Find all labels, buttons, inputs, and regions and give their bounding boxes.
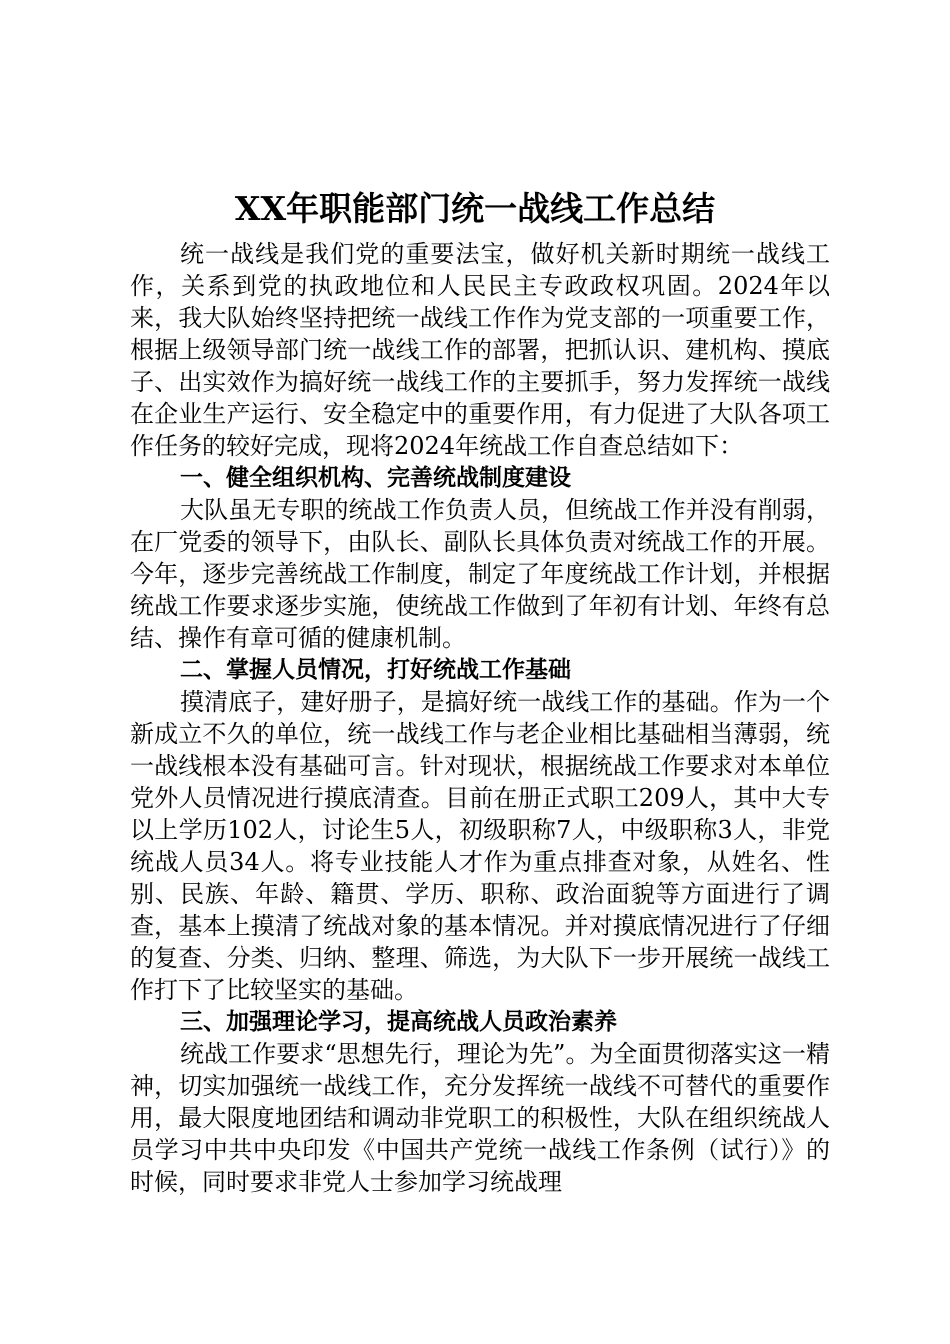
section-paragraph-2: 摸清底子，建好册子，是搞好统一战线工作的基础。作为一个新成立不久的单位，统一战线工作与老企业相比基础相当薄弱，统一战线根本没有基础可言。针对现状，根据统战工作要求对本单位党外人员情况进行摸底清查。目前在册正式职工209人，其中大专以上学历102人，讨论生5人，初级职称7人，中级职称3人，非党统战人员34人。将专业技能人才作为重点排查对象，从姓名、性别、民族、年龄、籍贯、学历、职称、政治面貌等方面进行了调查，基本上摸清了统战对象的基本情况。并对摸底情况进行了仔细的复查、分类、归纳、整理、筛选，为大队下一步开展统一战线工作打下了比较坚实的基础。 — [130, 688, 830, 1004]
section-heading-1: 一、健全组织机构、完善统战制度建设 — [180, 465, 571, 491]
section-paragraph-1: 大队虽无专职的统战工作负责人员，但统战工作并没有削弱，在厂党委的领导下，由队长、副队长具体负责对统战工作的开展。今年，逐步完善统战工作制度，制定了年度统战工作计划，并根据统战工作要求逐步实施，使统战工作做到了年初有计划、年终有总结、操作有章可循的健康机制。 — [130, 496, 830, 652]
section-paragraph-3: 统战工作要求“思想先行，理论为先”。为全面贯彻落实这一精神，切实加强统一战线工作，充分发挥统一战线不可替代的重要作用，最大限度地团结和调动非党职工的积极性，大队在组织统战人员学习中共中央印发《中国共产党统一战线工作条例（试行）》的时候，同时要求非党人士参加学习统战理 — [130, 1040, 830, 1196]
document-body — [130, 238, 830, 1198]
section-heading-2: 二、掌握人员情况，打好统战工作基础 — [180, 657, 571, 683]
section-heading-3: 三、加强理论学习，提高统战人员政治素养 — [180, 1009, 617, 1035]
document-title: XX年职能部门统一战线工作总结 — [234, 189, 716, 228]
intro-paragraph: 统一战线是我们党的重要法宝，做好机关新时期统一战线工作，关系到党的执政地位和人民民主专政政权巩固。2024年以来，我大队始终坚持把统一战线工作作为党支部的一项重要工作，根据上级领导部门统一战线工作的部署，把抓认识、建机构、摸底子、出实效作为搞好统一战线工作的主要抓手，努力发挥统一战线在企业生产运行、安全稳定中的重要作用，有力促进了大队各项工作任务的较好完成，现将2024年统战工作自查总结如下： — [130, 240, 830, 460]
